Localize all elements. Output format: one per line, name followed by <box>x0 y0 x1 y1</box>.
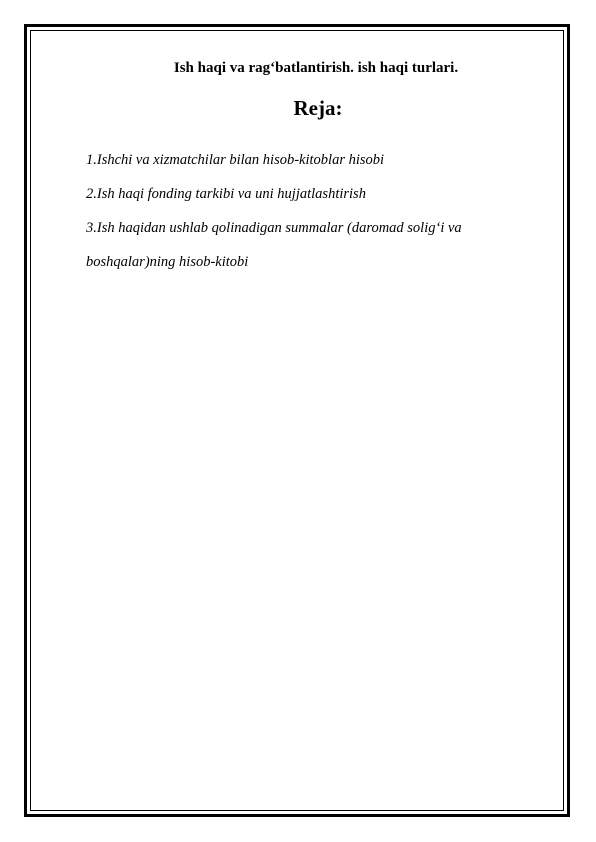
plan-item-3-continued: boshqalar)ning hisob-kitobi <box>86 254 249 270</box>
plan-item-1: 1.Ishchi va xizmatchilar bilan hisob-kitoblar hisobi <box>86 152 385 168</box>
plan-item-2: 2.Ish haqi fonding tarkibi va uni hujjatlashtirish <box>86 186 366 202</box>
plan-list <box>86 143 526 279</box>
plan-item-3: 3.Ish haqidan ushlab qolinadigan summalar (daromad solig‘i va <box>86 220 462 236</box>
document-title: Ish haqi va rag‘batlantirish. ish haqi turlari. <box>173 60 459 76</box>
plan-heading: Reja: <box>293 96 343 120</box>
